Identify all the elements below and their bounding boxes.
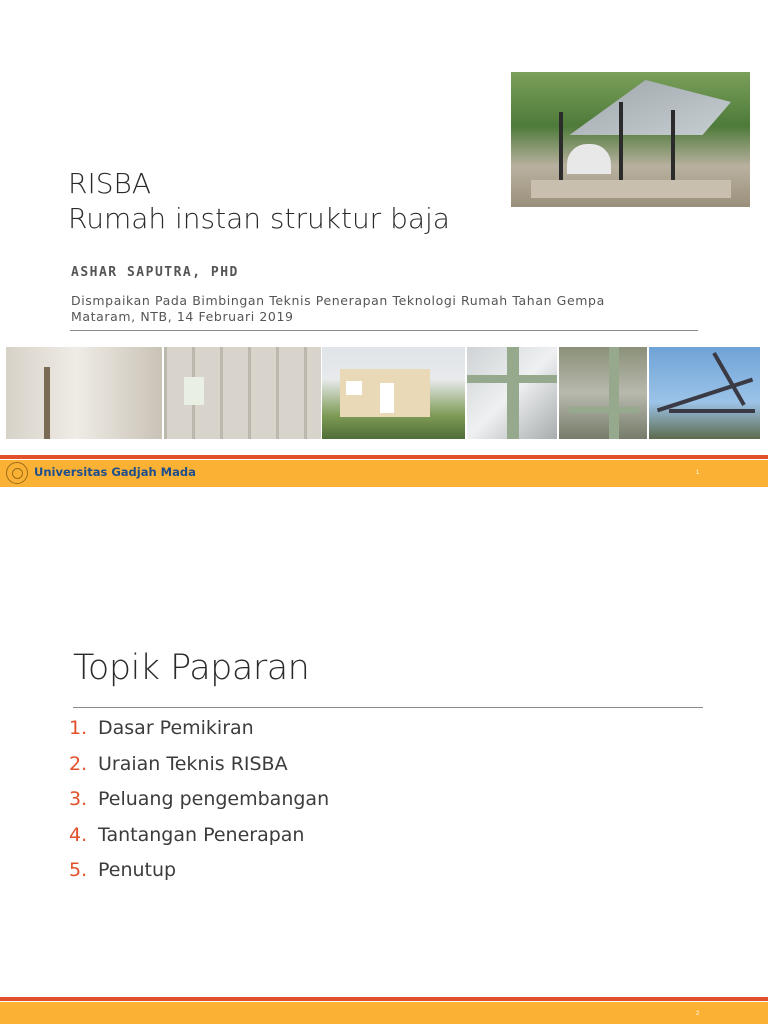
- topic-list: [69, 714, 329, 892]
- post: [559, 112, 563, 182]
- list-item: [69, 750, 329, 786]
- divider-line: [73, 707, 703, 708]
- list-label: Dasar Pemikiran: [98, 717, 254, 739]
- presentation-title: [68, 166, 450, 236]
- post: [619, 102, 623, 182]
- roof-truss-photo: [649, 347, 760, 439]
- list-label: Tantangan Penerapan: [98, 823, 305, 846]
- steel-frame-shelter-photo: [511, 72, 750, 207]
- steel-joint-photo: [467, 347, 557, 439]
- list-item: [69, 714, 329, 750]
- slide-title: Topik Paparan: [73, 648, 310, 688]
- list-label: Peluang pengembangan: [98, 788, 330, 810]
- steel-column: [609, 347, 619, 439]
- subtitle-line-1: Dismpaikan Pada Bimbingan Teknis Penerapan Teknologi Rumah Tahan Gempa: [71, 293, 605, 308]
- footer-accent-line: [0, 455, 768, 459]
- subtitle-line-2: Mataram, NTB, 14 Februari 2019: [71, 309, 294, 324]
- list-number: 3.: [69, 788, 88, 810]
- title-line-1: RISBA: [68, 167, 151, 200]
- door-shape: [380, 383, 394, 413]
- ugm-seal-icon: [6, 462, 28, 484]
- list-number: 4.: [69, 823, 88, 846]
- slide-1: [0, 0, 768, 490]
- footer-bar: [0, 1002, 768, 1024]
- page-number: 1: [696, 470, 700, 476]
- list-number: 1.: [69, 717, 88, 739]
- title-line-2: Rumah instan struktur baja: [68, 202, 450, 235]
- footer-accent-line: [0, 997, 768, 1001]
- interior-photo-1: [6, 347, 162, 439]
- floor-shape: [531, 180, 731, 198]
- roof-shape: [541, 80, 731, 135]
- list-item: [69, 821, 329, 857]
- post: [671, 110, 675, 182]
- door-frame: [44, 367, 50, 439]
- footer-bar: [0, 460, 768, 487]
- steel-beam: [569, 407, 639, 413]
- interior-photo-2: [164, 347, 321, 439]
- truss-bar: [669, 409, 755, 413]
- page-number: 2: [696, 1011, 700, 1017]
- finished-house-photo: [322, 347, 465, 439]
- window-shape: [184, 377, 204, 405]
- list-number: 2.: [69, 752, 88, 775]
- list-number: 5.: [69, 859, 88, 881]
- event-subtitle: [71, 293, 605, 325]
- truss-bar: [712, 352, 745, 406]
- list-label: Penutup: [98, 859, 177, 881]
- list-item: [69, 785, 329, 821]
- university-name: Universitas Gadjah Mada: [34, 465, 196, 479]
- window-shape: [346, 381, 362, 395]
- slide-2: [0, 490, 768, 1024]
- list-label: Uraian Teknis RISBA: [98, 752, 288, 775]
- list-item: [69, 856, 329, 892]
- steel-column: [507, 347, 519, 439]
- steel-beam: [467, 375, 557, 383]
- tent-shape: [567, 144, 611, 174]
- steel-frame-photo: [559, 347, 647, 439]
- divider-line: [70, 330, 698, 331]
- author-name: ASHAR SAPUTRA, PHD: [71, 265, 239, 280]
